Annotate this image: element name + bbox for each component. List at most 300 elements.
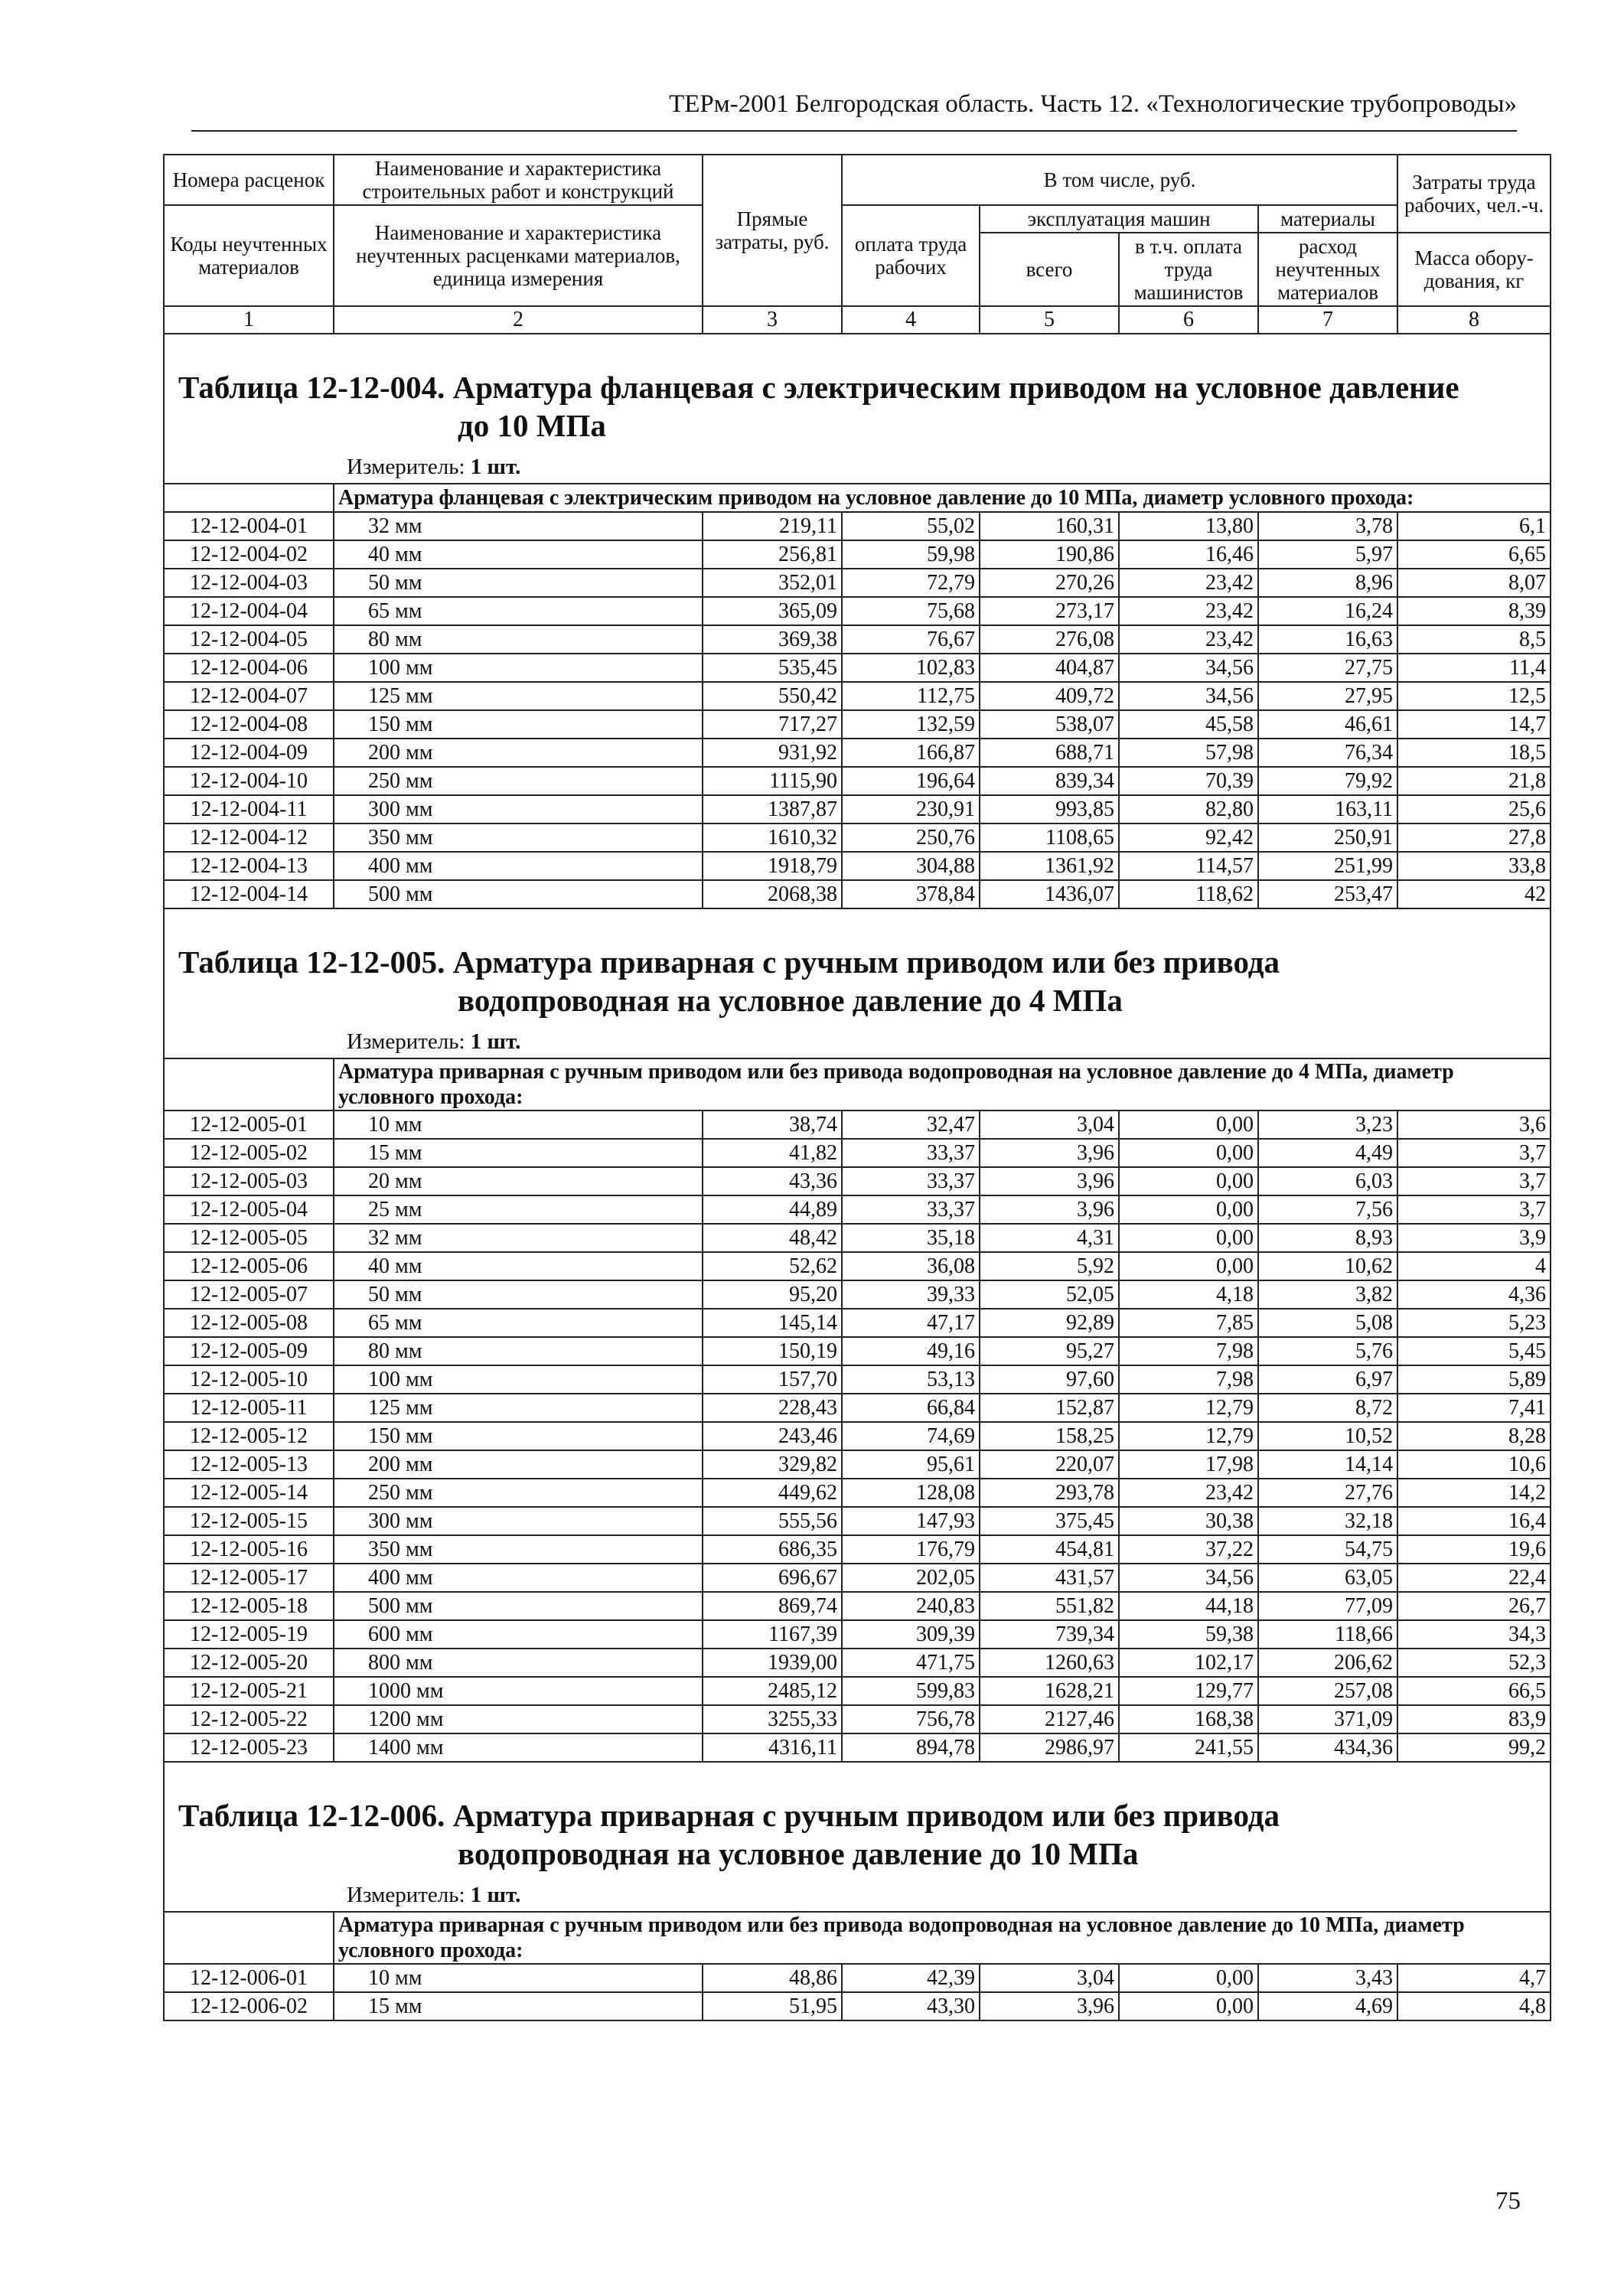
table-row xyxy=(164,1309,1551,1337)
machines-total: 3,96 xyxy=(980,1992,1119,2020)
workers-pay: 230,91 xyxy=(842,795,980,823)
workers-pay: 76,67 xyxy=(842,625,980,654)
table-row xyxy=(164,767,1551,795)
direct-cost: 256,81 xyxy=(703,540,842,569)
labor-hours: 4,36 xyxy=(1397,1280,1551,1309)
col-header-operators-pay: в т.ч. оплата труда машинистов xyxy=(1119,233,1258,306)
rate-code: 12-12-005-13 xyxy=(164,1450,334,1479)
table-row xyxy=(164,682,1551,710)
table-row xyxy=(164,512,1551,540)
workers-pay: 756,78 xyxy=(842,1705,980,1733)
running-header: ТЕРм-2001 Белгородская область. Часть 12. «Технологические трубопроводы» xyxy=(669,90,1517,118)
direct-cost: 38,74 xyxy=(703,1110,842,1139)
direct-cost: 157,70 xyxy=(703,1365,842,1394)
workers-pay: 49,16 xyxy=(842,1337,980,1365)
rate-name: 400 мм xyxy=(334,852,703,880)
rate-name: 15 мм xyxy=(334,1139,703,1167)
table-title-block xyxy=(164,334,1551,484)
rate-name: 80 мм xyxy=(334,625,703,654)
col-header-materials: материалы xyxy=(1258,205,1397,233)
labor-hours: 5,23 xyxy=(1397,1309,1551,1337)
rate-name: 1200 мм xyxy=(334,1705,703,1733)
machines-total: 5,92 xyxy=(980,1252,1119,1280)
workers-pay: 309,39 xyxy=(842,1620,980,1649)
table-row xyxy=(164,1195,1551,1224)
workers-pay: 132,59 xyxy=(842,710,980,739)
direct-cost: 369,38 xyxy=(703,625,842,654)
column-number: 8 xyxy=(1397,306,1551,334)
labor-hours: 11,4 xyxy=(1397,654,1551,682)
rate-name: 150 мм xyxy=(334,710,703,739)
group-blank-cell xyxy=(164,484,334,512)
machines-total: 97,60 xyxy=(980,1365,1119,1394)
operators-pay: 12,79 xyxy=(1119,1422,1258,1450)
materials-cost: 27,95 xyxy=(1258,682,1397,710)
operators-pay: 57,98 xyxy=(1119,739,1258,767)
direct-cost: 48,42 xyxy=(703,1224,842,1252)
direct-cost: 43,36 xyxy=(703,1167,842,1195)
machines-total: 1260,63 xyxy=(980,1649,1119,1677)
measure-value: 1 шт. xyxy=(470,1029,521,1054)
materials-cost: 251,99 xyxy=(1258,852,1397,880)
operators-pay: 34,56 xyxy=(1119,682,1258,710)
table-row xyxy=(164,710,1551,739)
rate-name: 200 мм xyxy=(334,1450,703,1479)
materials-cost: 6,03 xyxy=(1258,1167,1397,1195)
column-number: 1 xyxy=(164,306,334,334)
rate-code: 12-12-004-02 xyxy=(164,540,334,569)
rate-name: 20 мм xyxy=(334,1167,703,1195)
workers-pay: 75,68 xyxy=(842,597,980,625)
materials-cost: 7,56 xyxy=(1258,1195,1397,1224)
direct-cost: 95,20 xyxy=(703,1280,842,1309)
rate-code: 12-12-004-06 xyxy=(164,654,334,682)
direct-cost: 51,95 xyxy=(703,1992,842,2020)
materials-cost: 4,69 xyxy=(1258,1992,1397,2020)
rate-name: 10 мм xyxy=(334,1110,703,1139)
machines-total: 551,82 xyxy=(980,1592,1119,1620)
operators-pay: 0,00 xyxy=(1119,1252,1258,1280)
operators-pay: 0,00 xyxy=(1119,1110,1258,1139)
rate-code: 12-12-005-23 xyxy=(164,1733,334,1762)
table-row xyxy=(164,795,1551,823)
operators-pay: 0,00 xyxy=(1119,1167,1258,1195)
machines-total: 270,26 xyxy=(980,569,1119,597)
table-row xyxy=(164,1139,1551,1167)
workers-pay: 102,83 xyxy=(842,654,980,682)
table-row xyxy=(164,1110,1551,1139)
direct-cost: 449,62 xyxy=(703,1479,842,1507)
direct-cost: 1167,39 xyxy=(703,1620,842,1649)
table-row xyxy=(164,823,1551,852)
rate-code: 12-12-005-19 xyxy=(164,1620,334,1649)
operators-pay: 7,85 xyxy=(1119,1309,1258,1337)
table-row xyxy=(164,1964,1551,1992)
rate-code: 12-12-004-09 xyxy=(164,739,334,767)
operators-pay: 59,38 xyxy=(1119,1620,1258,1649)
direct-cost: 145,14 xyxy=(703,1309,842,1337)
labor-hours: 3,9 xyxy=(1397,1224,1551,1252)
rate-name: 250 мм xyxy=(334,767,703,795)
rate-code: 12-12-004-04 xyxy=(164,597,334,625)
labor-hours: 8,39 xyxy=(1397,597,1551,625)
table-row xyxy=(164,1620,1551,1649)
materials-cost: 3,78 xyxy=(1258,512,1397,540)
machines-total: 52,05 xyxy=(980,1280,1119,1309)
column-number: 6 xyxy=(1119,306,1258,334)
machines-total: 3,96 xyxy=(980,1195,1119,1224)
workers-pay: 55,02 xyxy=(842,512,980,540)
machines-total: 160,31 xyxy=(980,512,1119,540)
workers-pay: 42,39 xyxy=(842,1964,980,1992)
rate-name: 800 мм xyxy=(334,1649,703,1677)
workers-pay: 95,61 xyxy=(842,1450,980,1479)
operators-pay: 34,56 xyxy=(1119,654,1258,682)
materials-cost: 77,09 xyxy=(1258,1592,1397,1620)
operators-pay: 0,00 xyxy=(1119,1964,1258,1992)
rate-code: 12-12-006-02 xyxy=(164,1992,334,2020)
labor-hours: 21,8 xyxy=(1397,767,1551,795)
machines-total: 739,34 xyxy=(980,1620,1119,1649)
rate-code: 12-12-004-08 xyxy=(164,710,334,739)
labor-hours: 16,4 xyxy=(1397,1507,1551,1535)
direct-cost: 550,42 xyxy=(703,682,842,710)
operators-pay: 168,38 xyxy=(1119,1705,1258,1733)
rate-code: 12-12-005-12 xyxy=(164,1422,334,1450)
direct-cost: 365,09 xyxy=(703,597,842,625)
labor-hours: 6,1 xyxy=(1397,512,1551,540)
rate-name: 40 мм xyxy=(334,1252,703,1280)
machines-total: 538,07 xyxy=(980,710,1119,739)
labor-hours: 4,7 xyxy=(1397,1964,1551,1992)
labor-hours: 33,8 xyxy=(1397,852,1551,880)
rate-code: 12-12-005-06 xyxy=(164,1252,334,1280)
table-title-block xyxy=(164,1762,1551,1912)
materials-cost: 4,49 xyxy=(1258,1139,1397,1167)
table-row xyxy=(164,1677,1551,1705)
labor-hours: 99,2 xyxy=(1397,1733,1551,1762)
operators-pay: 12,79 xyxy=(1119,1394,1258,1422)
labor-hours: 52,3 xyxy=(1397,1649,1551,1677)
machines-total: 454,81 xyxy=(980,1535,1119,1564)
labor-hours: 83,9 xyxy=(1397,1705,1551,1733)
workers-pay: 53,13 xyxy=(842,1365,980,1394)
rate-code: 12-12-005-04 xyxy=(164,1195,334,1224)
table-row xyxy=(164,1280,1551,1309)
labor-hours: 3,7 xyxy=(1397,1195,1551,1224)
labor-hours: 5,45 xyxy=(1397,1337,1551,1365)
rate-name: 125 мм xyxy=(334,1394,703,1422)
labor-hours: 14,2 xyxy=(1397,1479,1551,1507)
workers-pay: 196,64 xyxy=(842,767,980,795)
measure-value: 1 шт. xyxy=(470,1883,521,1907)
table-row xyxy=(164,1592,1551,1620)
direct-cost: 150,19 xyxy=(703,1337,842,1365)
machines-total: 431,57 xyxy=(980,1564,1119,1592)
operators-pay: 23,42 xyxy=(1119,625,1258,654)
rate-name: 125 мм xyxy=(334,682,703,710)
materials-cost: 79,92 xyxy=(1258,767,1397,795)
operators-pay: 0,00 xyxy=(1119,1139,1258,1167)
col-header-unaccounted-consumption: расход неучтенных материалов xyxy=(1258,233,1397,306)
column-number: 3 xyxy=(703,306,842,334)
workers-pay: 74,69 xyxy=(842,1422,980,1450)
labor-hours: 12,5 xyxy=(1397,682,1551,710)
table-row xyxy=(164,852,1551,880)
table-row xyxy=(164,1564,1551,1592)
direct-cost: 329,82 xyxy=(703,1450,842,1479)
labor-hours: 8,07 xyxy=(1397,569,1551,597)
direct-cost: 243,46 xyxy=(703,1422,842,1450)
materials-cost: 5,97 xyxy=(1258,540,1397,569)
materials-cost: 371,09 xyxy=(1258,1705,1397,1733)
labor-hours: 4,8 xyxy=(1397,1992,1551,2020)
materials-cost: 5,08 xyxy=(1258,1309,1397,1337)
machines-total: 3,04 xyxy=(980,1964,1119,1992)
rate-code: 12-12-005-05 xyxy=(164,1224,334,1252)
table-row xyxy=(164,1224,1551,1252)
machines-total: 293,78 xyxy=(980,1479,1119,1507)
labor-hours: 18,5 xyxy=(1397,739,1551,767)
materials-cost: 27,76 xyxy=(1258,1479,1397,1507)
materials-cost: 54,75 xyxy=(1258,1535,1397,1564)
workers-pay: 202,05 xyxy=(842,1564,980,1592)
operators-pay: 34,56 xyxy=(1119,1564,1258,1592)
labor-hours: 6,65 xyxy=(1397,540,1551,569)
direct-cost: 4316,11 xyxy=(703,1733,842,1762)
rate-code: 12-12-005-03 xyxy=(164,1167,334,1195)
rate-name: 1400 мм xyxy=(334,1733,703,1762)
materials-cost: 63,05 xyxy=(1258,1564,1397,1592)
col-header-total: всего xyxy=(980,233,1119,306)
labor-hours: 66,5 xyxy=(1397,1677,1551,1705)
measure-line xyxy=(165,1876,1550,1911)
operators-pay: 13,80 xyxy=(1119,512,1258,540)
rate-name: 15 мм xyxy=(334,1992,703,2020)
measure-line xyxy=(165,1022,1550,1058)
direct-cost: 52,62 xyxy=(703,1252,842,1280)
rate-name: 80 мм xyxy=(334,1337,703,1365)
materials-cost: 16,24 xyxy=(1258,597,1397,625)
rate-code: 12-12-004-01 xyxy=(164,512,334,540)
rate-code: 12-12-005-11 xyxy=(164,1394,334,1422)
machines-total: 152,87 xyxy=(980,1394,1119,1422)
col-header-numbers: Номера расценок xyxy=(164,155,334,205)
col-header-equipment-mass: Масса обору- дования, кг xyxy=(1397,233,1551,306)
direct-cost: 696,67 xyxy=(703,1564,842,1592)
materials-cost: 253,47 xyxy=(1258,880,1397,908)
workers-pay: 471,75 xyxy=(842,1649,980,1677)
workers-pay: 147,93 xyxy=(842,1507,980,1535)
direct-cost: 1610,32 xyxy=(703,823,842,852)
table-title-line: до 10 МПа xyxy=(458,408,606,443)
materials-cost: 3,82 xyxy=(1258,1280,1397,1309)
measure-line xyxy=(165,448,1550,483)
rate-name: 1000 мм xyxy=(334,1677,703,1705)
column-number: 2 xyxy=(334,306,703,334)
col-header-incl: В том числе, руб. xyxy=(842,155,1397,205)
machines-total: 375,45 xyxy=(980,1507,1119,1535)
materials-cost: 46,61 xyxy=(1258,710,1397,739)
workers-pay: 33,37 xyxy=(842,1167,980,1195)
group-heading: Арматура фланцевая с электрическим приводом на условное давление до 10 МПа, диаметр условного прохода: xyxy=(334,484,1551,512)
table-row xyxy=(164,654,1551,682)
table-row xyxy=(164,1394,1551,1422)
rate-name: 32 мм xyxy=(334,512,703,540)
labor-hours: 3,7 xyxy=(1397,1139,1551,1167)
rate-name: 200 мм xyxy=(334,739,703,767)
rate-name: 300 мм xyxy=(334,1507,703,1535)
group-heading: Арматура приварная с ручным приводом или без привода водопроводная на условное давление до 4 МПа, диаметр условного прохода: xyxy=(334,1058,1551,1110)
table-row xyxy=(164,540,1551,569)
operators-pay: 102,17 xyxy=(1119,1649,1258,1677)
rate-code: 12-12-005-08 xyxy=(164,1309,334,1337)
measure-value: 1 шт. xyxy=(470,455,521,479)
rate-code: 12-12-004-13 xyxy=(164,852,334,880)
column-number: 7 xyxy=(1258,306,1397,334)
rate-code: 12-12-005-02 xyxy=(164,1139,334,1167)
direct-cost: 41,82 xyxy=(703,1139,842,1167)
table-title-line: водопроводная на условное давление до 4 МПа xyxy=(458,983,1123,1018)
table-title xyxy=(165,1763,1550,1876)
operators-pay: 82,80 xyxy=(1119,795,1258,823)
direct-cost: 48,86 xyxy=(703,1964,842,1992)
materials-cost: 5,76 xyxy=(1258,1337,1397,1365)
group-blank-cell xyxy=(164,1912,334,1964)
direct-cost: 228,43 xyxy=(703,1394,842,1422)
operators-pay: 114,57 xyxy=(1119,852,1258,880)
rate-name: 150 мм xyxy=(334,1422,703,1450)
workers-pay: 43,30 xyxy=(842,1992,980,2020)
workers-pay: 894,78 xyxy=(842,1733,980,1762)
rate-code: 12-12-005-10 xyxy=(164,1365,334,1394)
operators-pay: 4,18 xyxy=(1119,1280,1258,1309)
materials-cost: 16,63 xyxy=(1258,625,1397,654)
labor-hours: 8,5 xyxy=(1397,625,1551,654)
machines-total: 3,04 xyxy=(980,1110,1119,1139)
operators-pay: 45,58 xyxy=(1119,710,1258,739)
group-blank-cell xyxy=(164,1058,334,1110)
table-title-line: Таблица 12-12-006. Арматура приварная с ручным приводом или без привода xyxy=(178,1798,1280,1833)
materials-cost: 76,34 xyxy=(1258,739,1397,767)
machines-total: 276,08 xyxy=(980,625,1119,654)
machines-total: 1628,21 xyxy=(980,1677,1119,1705)
operators-pay: 23,42 xyxy=(1119,1479,1258,1507)
direct-cost: 1387,87 xyxy=(703,795,842,823)
machines-total: 158,25 xyxy=(980,1422,1119,1450)
rate-code: 12-12-005-18 xyxy=(164,1592,334,1620)
materials-cost: 8,93 xyxy=(1258,1224,1397,1252)
workers-pay: 47,17 xyxy=(842,1309,980,1337)
table-row xyxy=(164,739,1551,767)
table-row xyxy=(164,1252,1551,1280)
rate-name: 100 мм xyxy=(334,654,703,682)
rate-name: 65 мм xyxy=(334,597,703,625)
materials-cost: 250,91 xyxy=(1258,823,1397,852)
rate-code: 12-12-004-11 xyxy=(164,795,334,823)
workers-pay: 166,87 xyxy=(842,739,980,767)
table-row xyxy=(164,569,1551,597)
materials-cost: 118,66 xyxy=(1258,1620,1397,1649)
operators-pay: 92,42 xyxy=(1119,823,1258,852)
workers-pay: 36,08 xyxy=(842,1252,980,1280)
workers-pay: 66,84 xyxy=(842,1394,980,1422)
rate-name: 50 мм xyxy=(334,1280,703,1309)
machines-total: 273,17 xyxy=(980,597,1119,625)
rate-name: 350 мм xyxy=(334,1535,703,1564)
table-row xyxy=(164,1992,1551,2020)
operators-pay: 129,77 xyxy=(1119,1677,1258,1705)
rate-name: 100 мм xyxy=(334,1365,703,1394)
rate-name: 300 мм xyxy=(334,795,703,823)
labor-hours: 19,6 xyxy=(1397,1535,1551,1564)
machines-total: 688,71 xyxy=(980,739,1119,767)
machines-total: 220,07 xyxy=(980,1450,1119,1479)
table-row xyxy=(164,1649,1551,1677)
direct-cost: 717,27 xyxy=(703,710,842,739)
direct-cost: 2485,12 xyxy=(703,1677,842,1705)
workers-pay: 112,75 xyxy=(842,682,980,710)
table-row xyxy=(164,1733,1551,1762)
rate-code: 12-12-004-05 xyxy=(164,625,334,654)
workers-pay: 72,79 xyxy=(842,569,980,597)
machines-total: 839,34 xyxy=(980,767,1119,795)
rate-code: 12-12-005-16 xyxy=(164,1535,334,1564)
rate-code: 12-12-005-17 xyxy=(164,1564,334,1592)
labor-hours: 3,7 xyxy=(1397,1167,1551,1195)
workers-pay: 250,76 xyxy=(842,823,980,852)
workers-pay: 35,18 xyxy=(842,1224,980,1252)
operators-pay: 37,22 xyxy=(1119,1535,1258,1564)
col-header-direct: Прямые затраты, руб. xyxy=(703,155,842,306)
machines-total: 409,72 xyxy=(980,682,1119,710)
direct-cost: 931,92 xyxy=(703,739,842,767)
table-title xyxy=(165,334,1550,448)
rate-code: 12-12-004-14 xyxy=(164,880,334,908)
table-title-block xyxy=(164,908,1551,1058)
table-row xyxy=(164,1450,1551,1479)
table-row xyxy=(164,1479,1551,1507)
measure-label: Измеритель: xyxy=(347,455,465,479)
machines-total: 1436,07 xyxy=(980,880,1119,908)
rate-name: 40 мм xyxy=(334,540,703,569)
machines-total: 993,85 xyxy=(980,795,1119,823)
table-title-line: Таблица 12-12-005. Арматура приварная с ручным приводом или без привода xyxy=(178,944,1280,980)
operators-pay: 0,00 xyxy=(1119,1224,1258,1252)
table-row xyxy=(164,1365,1551,1394)
labor-hours: 34,3 xyxy=(1397,1620,1551,1649)
table-title-line: водопроводная на условное давление до 10 МПа xyxy=(458,1836,1139,1871)
machines-total: 190,86 xyxy=(980,540,1119,569)
labor-hours: 7,41 xyxy=(1397,1394,1551,1422)
direct-cost: 1939,00 xyxy=(703,1649,842,1677)
operators-pay: 30,38 xyxy=(1119,1507,1258,1535)
labor-hours: 22,4 xyxy=(1397,1564,1551,1592)
machines-total: 3,96 xyxy=(980,1139,1119,1167)
table-row xyxy=(164,1705,1551,1733)
labor-hours: 25,6 xyxy=(1397,795,1551,823)
column-number: 4 xyxy=(842,306,980,334)
materials-cost: 14,14 xyxy=(1258,1450,1397,1479)
direct-cost: 44,89 xyxy=(703,1195,842,1224)
machines-total: 92,89 xyxy=(980,1309,1119,1337)
rate-code: 12-12-005-07 xyxy=(164,1280,334,1309)
direct-cost: 3255,33 xyxy=(703,1705,842,1733)
rates-table xyxy=(163,154,1551,2021)
machines-total: 3,96 xyxy=(980,1167,1119,1195)
rate-code: 12-12-006-01 xyxy=(164,1964,334,1992)
materials-cost: 32,18 xyxy=(1258,1507,1397,1535)
